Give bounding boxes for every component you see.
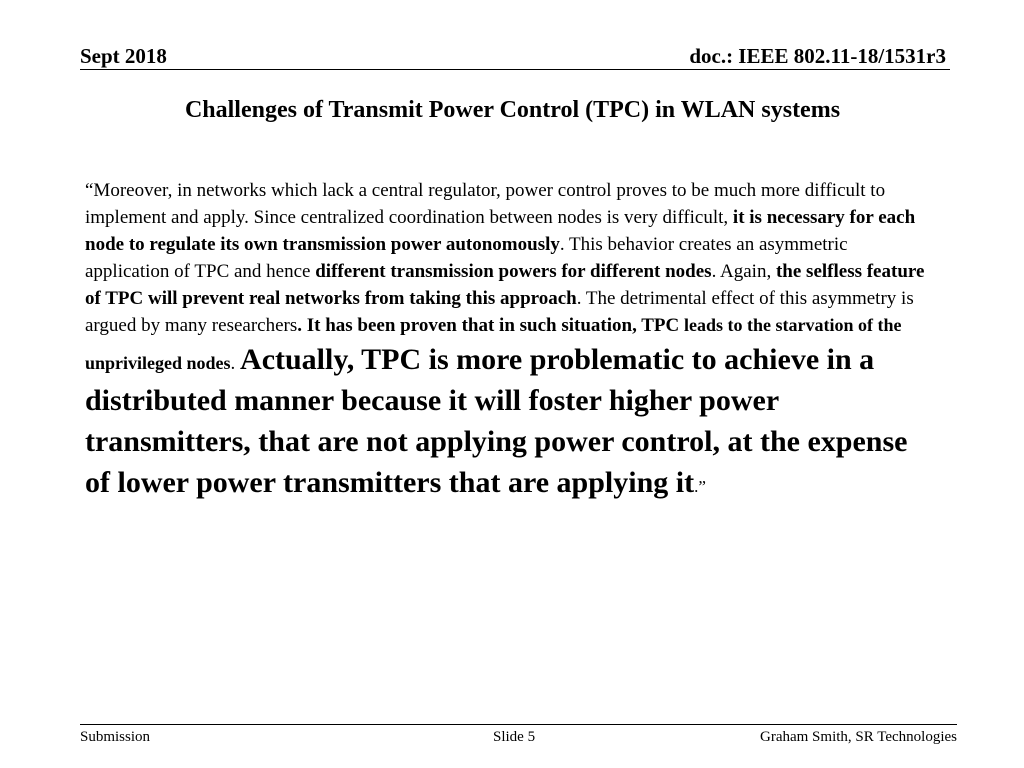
quote-bold-5: leads to the starvation of the unprivileged nodes (85, 315, 902, 373)
header-date: Sept 2018 (80, 44, 167, 68)
quote-emphasis: Actually, TPC is more problematic to achieve in a distributed manner because it will foster higher power transmitters, that are not applying power control, at the expense of lower power transmitters that are applying it (85, 343, 908, 499)
quote-bold-3: the selfless feature of TPC will prevent real networks from taking this approach (85, 261, 925, 309)
header-divider (80, 69, 950, 70)
quote-bold-1: it is necessary for each node to regulate its own transmission power autonomously (85, 207, 916, 255)
quote-text-3: . Again, (711, 261, 776, 282)
quote-text-4: . The detrimental effect of this asymmetry is argued by many researchers (85, 288, 914, 336)
quote-bold-2: different transmission powers for different nodes (315, 261, 712, 282)
footer-submission: Submission (80, 729, 151, 745)
footer-divider (80, 724, 957, 725)
quote-text-1: “Moreover, in networks which lack a central regulator, power control proves to be much more difficult to implement and apply. Since centralized coordination between nodes is very difficult, (85, 180, 886, 228)
slide-title: Challenges of Transmit Power Control (TPC) in WLAN systems (184, 97, 841, 123)
header-doc-id: doc.: IEEE 802.11-18/1531r3 (689, 44, 946, 68)
footer-author: Graham Smith, SR Technologies (760, 729, 957, 745)
quote-body (85, 177, 935, 503)
quote-text-5: . (230, 353, 241, 374)
quote-text-2: . This behavior creates an asymmetric application of TPC and hence (85, 234, 848, 282)
footer-slide-number: Slide 5 (493, 729, 536, 745)
quote-close: .” (694, 477, 706, 496)
quote-bold-4: . It has been proven that in such situation, TPC (297, 315, 685, 336)
